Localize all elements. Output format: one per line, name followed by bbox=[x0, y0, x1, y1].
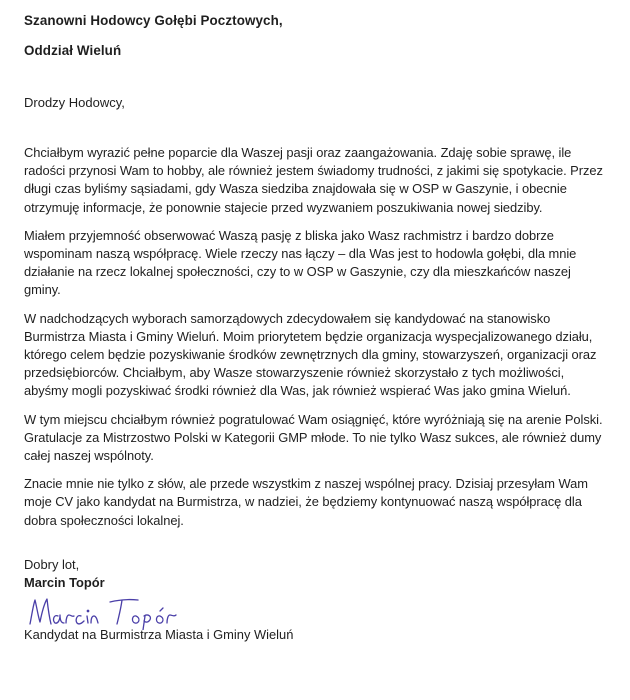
signer-name: Marcin Topór bbox=[24, 574, 105, 590]
salutation-branch: Oddział Wieluń bbox=[24, 43, 122, 58]
paragraph-cv: Znacie mnie nie tylko z słów, ale przede wszystkim z naszej wspólnej pracy. Dzisiaj przesyłam Wam moje CV jako kandydat na Burmistrza, w nadziei, że będziemy kontynuować naszą współpracę dla dobra społeczności lokalnej. bbox=[24, 476, 588, 528]
handwritten-signature bbox=[24, 594, 194, 630]
greeting: Drodzy Hodowcy, bbox=[24, 95, 125, 110]
closing-block bbox=[24, 556, 604, 644]
salutation-recipient: Szanowni Hodowcy Gołębi Pocztowych, bbox=[24, 13, 283, 28]
paragraph-elections: W nadchodzących wyborach samorządowych zdecydowałem się kandydować na stanowisko Burmistrza Miasta i Gminy Wieluń. Moim priorytetem będzie organizacja wyspecjalizowanego działu, którego celem będzie pozyskiwanie środków zewnętrznych dla gminy, stowarzyszeń, organizacji oraz przedsiębiorców. Chciałbym, aby Wasze stowarzyszenie również skorzystało z tych możliwości, abyśmy mogli pozyskiwać środki również dla Was, jak również wspierać Was jako gmina Wieluń. bbox=[24, 310, 597, 399]
paragraph-support: Chciałbym wyrazić pełne poparcie dla Waszej pasji oraz zaangażowania. Zdaję sobie sprawę, ile radości przynosi Wam to hobby, ale również jestem świadomy trudności, z jakimi się spotykacie. Przez długi czas byliśmy sąsiadami, gdy Wasza siedziba znajdowała się w OSP w Gaszynie, i obecnie otrzymuję informacje, że ponownie stajecie przed wyzwaniem poszukiwania nowej siedziby. bbox=[24, 145, 603, 215]
letter bbox=[24, 8, 604, 644]
signer-role: Kandydat na Burmistrza Miasta i Gminy Wieluń bbox=[24, 626, 294, 642]
closing-phrase: Dobry lot, bbox=[24, 556, 80, 572]
paragraph-congratulations: W tym miejscu chciałbym również pogratulować Wam osiągnięć, które wyróżniają się na arenie Polski. Gratulacje za Mistrzostwo Polski w Kategorii GMP młode. To nie tylko Wasz sukces, ale również dumy całej naszej wspólnoty. bbox=[24, 411, 603, 464]
letter-body bbox=[24, 144, 604, 530]
paragraph-cooperation: Miałem przyjemność obserwować Waszą pasję z bliska jako Wasz rachmistrz i bardzo dobrze wspominam naszą współpracę. Wiele rzeczy nas łączy – dla Was jest to hodowla gołębi, dla mnie działanie na rzecz lokalnej społeczności, czy to w OSP w Gaszynie, czy dla mieszkańców naszej gminy. bbox=[24, 227, 577, 298]
